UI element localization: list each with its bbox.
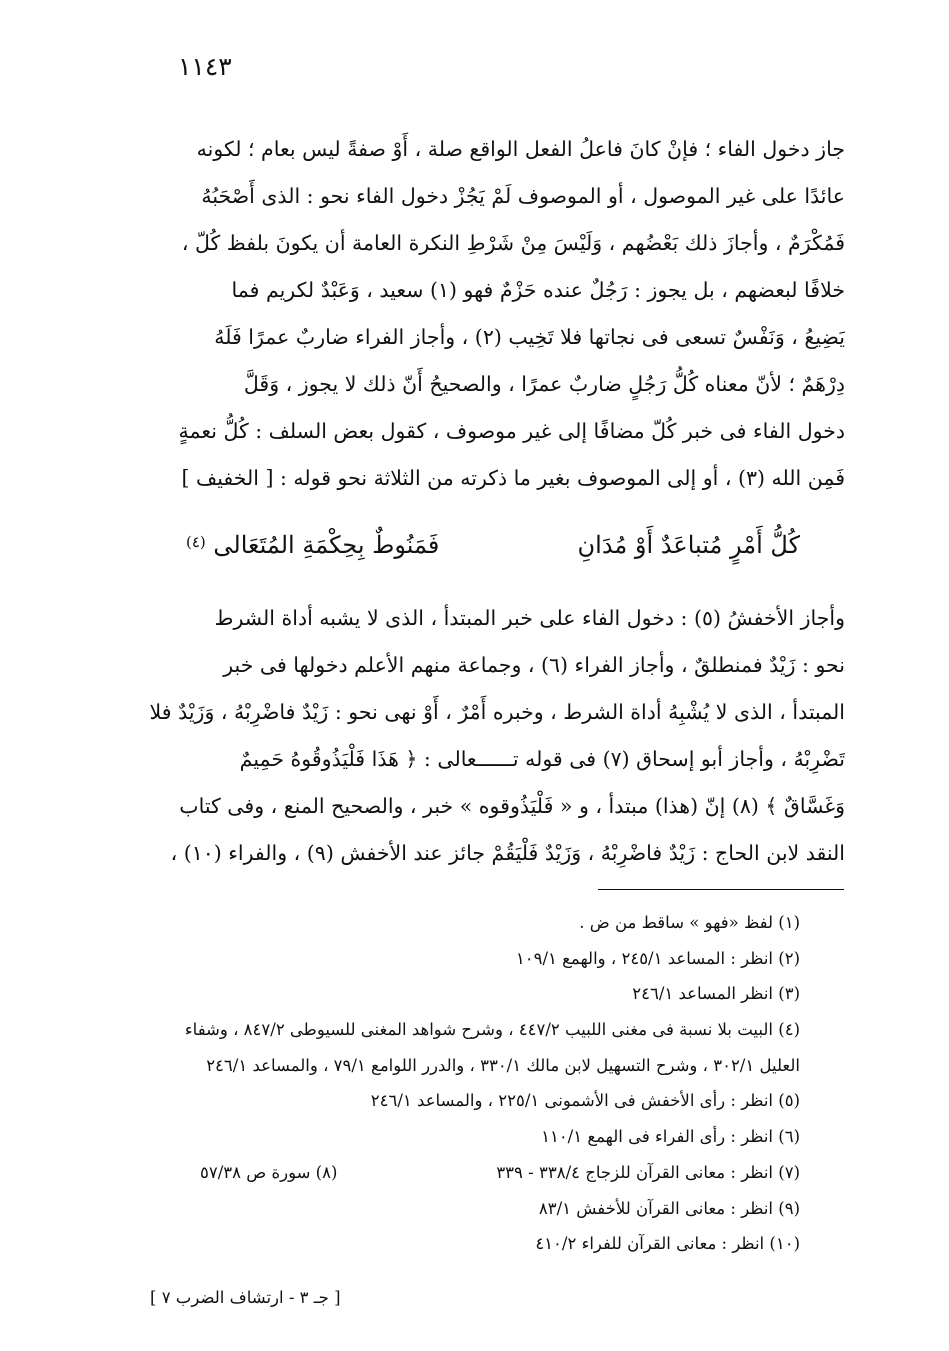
footnote-separator — [598, 889, 844, 890]
footnote: (١) لفظ «فهو » ساقط من ض . — [579, 913, 800, 932]
text-line: وَغَسَّاقٌ ﴾ (٨) إنّ (هذا) مبتدأ ، و « فَلْيَذُوقوه » خبر ، والصحيح المنع ، وفى كتاب — [179, 794, 845, 818]
footnote: (٧) انظر : معانى القرآن للزجاج ٣٣٨/٤ - ٣٣٩ — [496, 1162, 800, 1182]
footnote: (١٠) انظر : معانى القرآن للفراء ٤١٠/٢ — [535, 1234, 800, 1254]
text-line: يَضِيعُ ، وَنَفْسٌ تسعى فى نجاتها فلا تَخِيب (٢) ، وأجاز الفراء ضاربٌ عمرًا فَلَهُ — [214, 325, 845, 349]
footnote-marker: (٤) — [186, 533, 206, 551]
footnote: (٣) انظر المساعد ٢٤٦/١ — [632, 984, 800, 1004]
footnote-continuation: العليل ٣٠٢/١ ، وشرح التسهيل لابن مالك ٣٣٠/١ ، والدرر اللوامع ٧٩/١ ، والمساعد ٢٤٦/١ — [206, 1055, 800, 1075]
verse-second-text: فَمَنُوطٌ بِحِكْمَةِ المُتَعَالى — [213, 531, 440, 559]
footnotes — [150, 905, 800, 1262]
verse-first-hemistich: كُلُّ أَمْرٍ مُتباعَدٌ أَوْ مُدَانِ — [577, 531, 800, 559]
footnote: (٤) البيت بلا نسبة فى مغنى اللبيب ٤٤٧/٢ ، وشرح شواهد المغنى للسيوطى ٨٤٧/٢ ، وشفاء — [184, 1020, 800, 1040]
text-line: جاز دخول الفاء ؛ فإنْ كانَ فاعلُ الفعل الواقع صلة ، أَوْ صفةً ليس بعام ؛ لكونه — [196, 137, 845, 161]
text-line: فَمِن الله (٣) ، أو إلى الموصوف بغير ما ذكرته من الثلاثة نحو قوله : [ الخفيف ] — [181, 466, 845, 490]
text-line: المبتدأ ، الذى لا يُشْبِهُ أداة الشرط ، وخبره أَمْرٌ ، أَوْ نهى نحو : زَيْدٌ فاضْرِبْهُ ، وَزَيْدٌ فلا — [149, 700, 845, 724]
text-line: فَمُكْرَمٌ ، وأجازَ ذلك بَعْضُهم ، وَلَيْسَ مِنْ شَرْطِ النكرة العامة أن يكونَ بلفظ كُلّ ، — [181, 231, 845, 255]
text-line: خلافًا لبعضهم ، بل يجوز : رَجُلٌ عنده حَزْمٌ فهو (١) سعيد ، وَعَبْدٌ لكريم فما — [231, 278, 845, 302]
paragraph-1 — [138, 126, 845, 502]
text-line: عائدًا على غير الموصول ، أو الموصوف لَمْ يَجُزْ دخول الفاء نحو : الذى أَصْحَبُهُ — [201, 184, 845, 208]
signature-mark: [ جـ ٣ - ارتشاف الضرب ٧ ] — [150, 1288, 341, 1307]
poetry-verse — [180, 520, 800, 570]
footnote: (٩) انظر : معانى القرآن للأخفش ٨٣/١ — [538, 1198, 800, 1218]
text-line: النقد لابن الحاج : زَيْدٌ فاضْرِبْهُ ، وَزَيْدٌ فَلْيَقُمْ جائز عند الأخفش (٩) ، والفراء (١٠) ، — [170, 841, 845, 865]
footnote-row — [150, 1155, 800, 1191]
text-line: دِرْهَمٌ ؛ لأنّ معناه كُلُّ رَجُلٍ ضاربٌ عمرًا ، والصحيحُ أَنّ ذلك لا يجوز ، وَقَلَّ — [243, 372, 845, 396]
footnote: (٦) انظر : رأى الفراء فى الهمع ١١٠/١ — [541, 1127, 800, 1147]
footnote: (٢) انظر : المساعد ٢٤٥/١ ، والهمع ١٠٩/١ — [515, 948, 800, 968]
text-line: نحو : زَيْدٌ فمنطلقٌ ، وأجاز الفراء (٦) ، وجماعة منهم الأعلم دخولها فى خبر — [223, 653, 845, 677]
text-line: دخول الفاء فى خبر كُلّ مضافًا إلى غير موصوف ، كقول بعض السلف : كُلُّ نعمةٍ — [178, 419, 845, 443]
paragraph-2 — [138, 595, 845, 877]
footnote: (٥) انظر : رأى الأخفش فى الأشمونى ٢٢٥/١ ، والمساعد ٢٤٦/١ — [370, 1091, 800, 1111]
verse-second-hemistich — [180, 520, 439, 573]
text-line: تَضْرِبْهُ ، وأجاز أبو إسحاق (٧) فى قوله تــــــعالى : ﴿ هَذَا فَلْيَذُوقُوهُ حَمِيمٌ — [239, 747, 845, 771]
page-number: ١١٤٣ — [178, 52, 232, 81]
text-line: وأجاز الأخفشُ (٥) : دخول الفاء على خبر المبتدأ ، الذى لا يشبه أداة الشرط — [214, 606, 845, 630]
footnote-8: (٨) سورة ص ٥٧/٣٨ — [200, 1162, 338, 1182]
